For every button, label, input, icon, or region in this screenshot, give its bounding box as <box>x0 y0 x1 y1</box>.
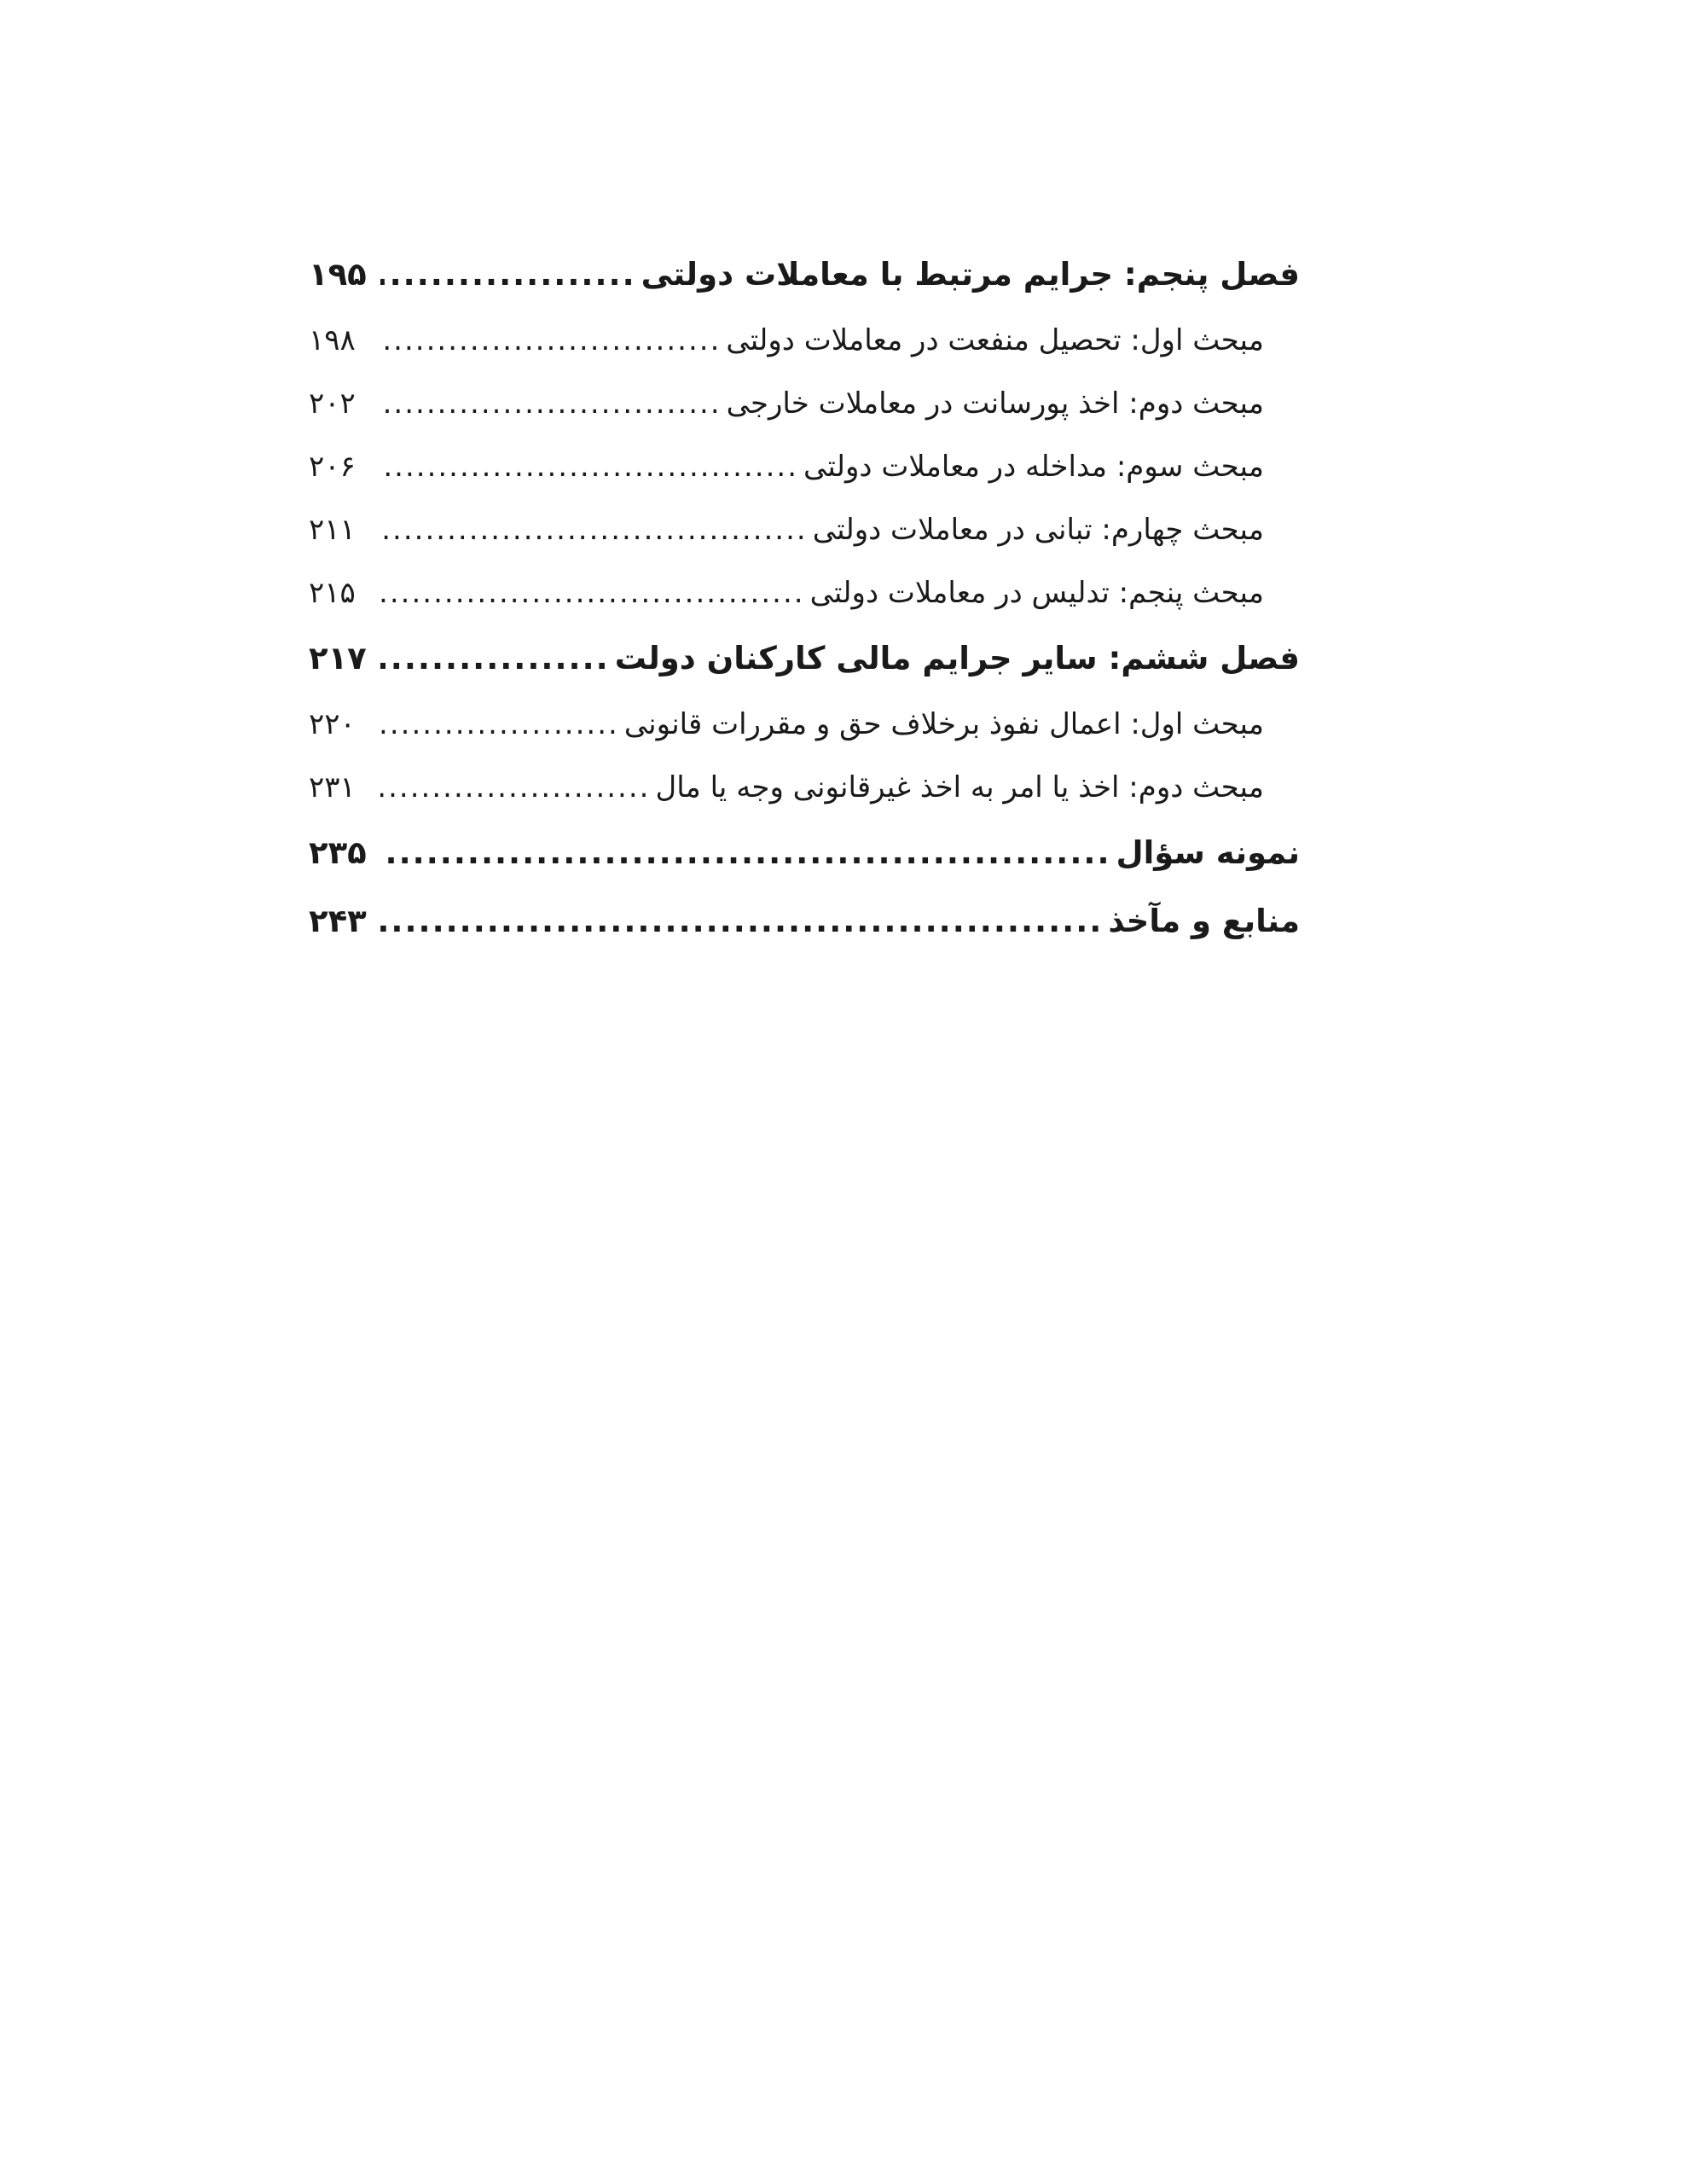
toc-entry-label: مبحث پنجم: تدلیس در معاملات دولتی <box>809 576 1264 610</box>
dot-leader <box>380 887 1103 956</box>
toc-entry-label: مبحث چهارم: تبانی در معاملات دولتی <box>812 513 1264 547</box>
toc-entry-sample-questions[interactable] <box>309 819 1300 887</box>
table-of-contents <box>309 241 1300 956</box>
dot-leader <box>380 693 619 756</box>
toc-page-number: ۲۱۷ <box>309 640 367 677</box>
dot-leader <box>380 756 650 819</box>
toc-entry-section-5-4[interactable] <box>309 498 1300 561</box>
toc-page-number: ۱۹۸ <box>309 323 356 357</box>
toc-page-number: ۲۳۱ <box>309 770 356 804</box>
toc-entry-label: مبحث سوم: مداخله در معاملات دولتی <box>803 450 1264 484</box>
toc-entry-section-5-3[interactable] <box>309 435 1300 498</box>
toc-page-number: ۲۴۳ <box>309 903 367 939</box>
dot-leader <box>380 561 805 624</box>
toc-entry-section-5-1[interactable] <box>309 309 1300 372</box>
toc-entry-label: مبحث دوم: اخذ یا امر به اخذ غیرقانونی وجه یا مال <box>655 770 1264 804</box>
toc-entry-section-5-5[interactable] <box>309 561 1300 624</box>
toc-entry-section-6-2[interactable] <box>309 756 1300 819</box>
toc-entry-label: مبحث دوم: اخذ پورسانت در معاملات خارجی <box>726 386 1264 421</box>
toc-entry-label: مبحث اول: اعمال نفوذ برخلاف حق و مقررات قانونی <box>623 707 1264 741</box>
toc-entry-label: فصل ششم: سایر جرایم مالی کارکنان دولت <box>614 640 1300 677</box>
toc-entry-label: فصل پنجم: جرایم مرتبط با معاملات دولتی <box>641 256 1300 293</box>
toc-page-number: ۲۱۵ <box>309 576 356 610</box>
dot-leader <box>380 498 808 561</box>
toc-page-number: ۲۲۰ <box>309 707 356 741</box>
toc-entry-section-6-1[interactable] <box>309 693 1300 756</box>
toc-entry-label: نمونه سؤال <box>1116 834 1300 871</box>
toc-entry-label: مبحث اول: تحصیل منفعت در معاملات دولتی <box>726 323 1264 357</box>
toc-entry-chapter-5[interactable] <box>309 241 1300 309</box>
toc-page-number: ۲۰۶ <box>309 450 356 484</box>
dot-leader <box>380 435 798 498</box>
dot-leader <box>380 309 721 372</box>
toc-page-number: ۲۳۵ <box>309 834 367 871</box>
toc-entry-chapter-6[interactable] <box>309 624 1300 693</box>
dot-leader <box>380 241 636 309</box>
toc-entry-label: منابع و مآخذ <box>1108 903 1300 939</box>
toc-page-number: ۱۹۵ <box>309 256 367 293</box>
toc-page-number: ۲۰۲ <box>309 386 356 421</box>
toc-entry-references[interactable] <box>309 887 1300 956</box>
toc-page-number: ۲۱۱ <box>309 513 356 547</box>
dot-leader <box>380 819 1111 887</box>
dot-leader <box>380 624 610 693</box>
dot-leader <box>380 372 722 435</box>
toc-entry-section-5-2[interactable] <box>309 372 1300 435</box>
